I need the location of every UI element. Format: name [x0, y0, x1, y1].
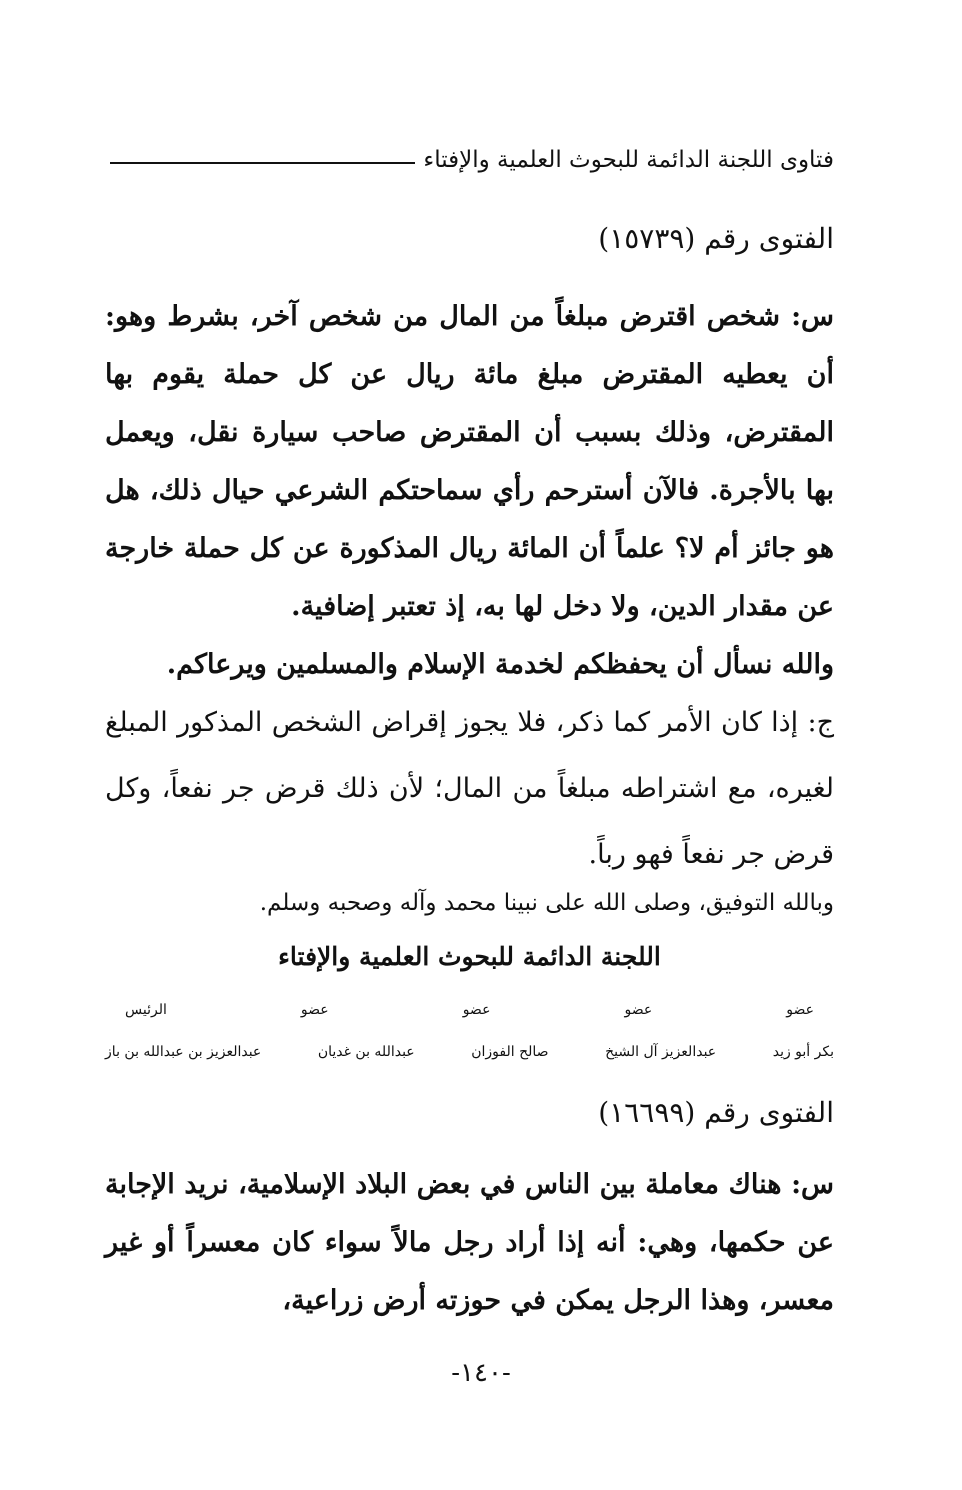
signature-roles: [105, 1002, 834, 1018]
role-member-4: عضو: [300, 1002, 329, 1018]
fatwa-number-1: الفتوى رقم (١٥٧٣٩): [598, 222, 834, 255]
page-number: -١٤٠-: [451, 1358, 511, 1388]
role-member-2: عضو: [624, 1002, 653, 1018]
name-chairman: عبدالعزيز بن عبدالله بن باز: [105, 1044, 262, 1060]
prayer-line: والله نسأل أن يحفظكم لخدمة الإسلام والمسلمين ويرعاكم.: [166, 649, 834, 680]
book-title: فتاوى اللجنة الدائمة للبحوث العلمية والإفتاء: [423, 147, 834, 173]
question-1: س: شخص اقترض مبلغاً من المال من شخص آخر، بشرط وهو: أن يعطيه المقترض مبلغ مائة ريال عن كل حملة يقوم بها المقترض، وذلك بسبب أن المقترض صاحب سيارة نقل، ويعمل بها بالأجرة. فالآن أسترحم رأي سماحتكم الشرعي حيال ذلك، هل هو جائز أم لا؟ علماً أن المائة ريال المذكورة عن كل حملة خارجة عن مقدار الدين، ولا دخل لها به، إذ تعتبر إضافية.: [105, 301, 834, 622]
name-member-3: صالح الفوزان: [471, 1044, 549, 1060]
question-2: س: هناك معاملة بين الناس في بعض البلاد الإسلامية، نريد الإجابة عن حكمها، وهي: أنه إذا أراد رجل مالاً سواء كان معسراً أو غير معسر، وهذا الرجل يمكن في حوزته أرض زراعية،: [105, 1169, 834, 1316]
header-rule: [110, 162, 415, 164]
answer-1: ج: إذا كان الأمر كما ذكر، فلا يجوز إقراض الشخص المذكور المبلغ لغيره، مع اشتراطه مبلغاً من المال؛ لأن ذلك قرض جر نفعاً، وكل قرض جر نفعاً فهو رباً.: [105, 707, 834, 870]
name-member-2: عبدالعزيز آل الشيخ: [605, 1044, 717, 1060]
role-member-3: عضو: [462, 1002, 491, 1018]
committee-title: اللجنة الدائمة للبحوث العلمية والإفتاء: [278, 942, 661, 971]
fatwa-number-2: الفتوى رقم (١٦٦٩٩): [598, 1096, 834, 1129]
role-chairman: الرئيس: [125, 1002, 167, 1018]
running-header: [110, 140, 834, 180]
name-member-4: عبدالله بن غديان: [317, 1044, 415, 1060]
closing-line: وبالله التوفيق، وصلى الله على نبينا محمد وآله وصحبه وسلم.: [259, 890, 834, 916]
name-member-1: بكر أبو زيد: [772, 1044, 834, 1060]
role-member-1: عضو: [786, 1002, 814, 1018]
signature-names: [105, 1044, 834, 1060]
